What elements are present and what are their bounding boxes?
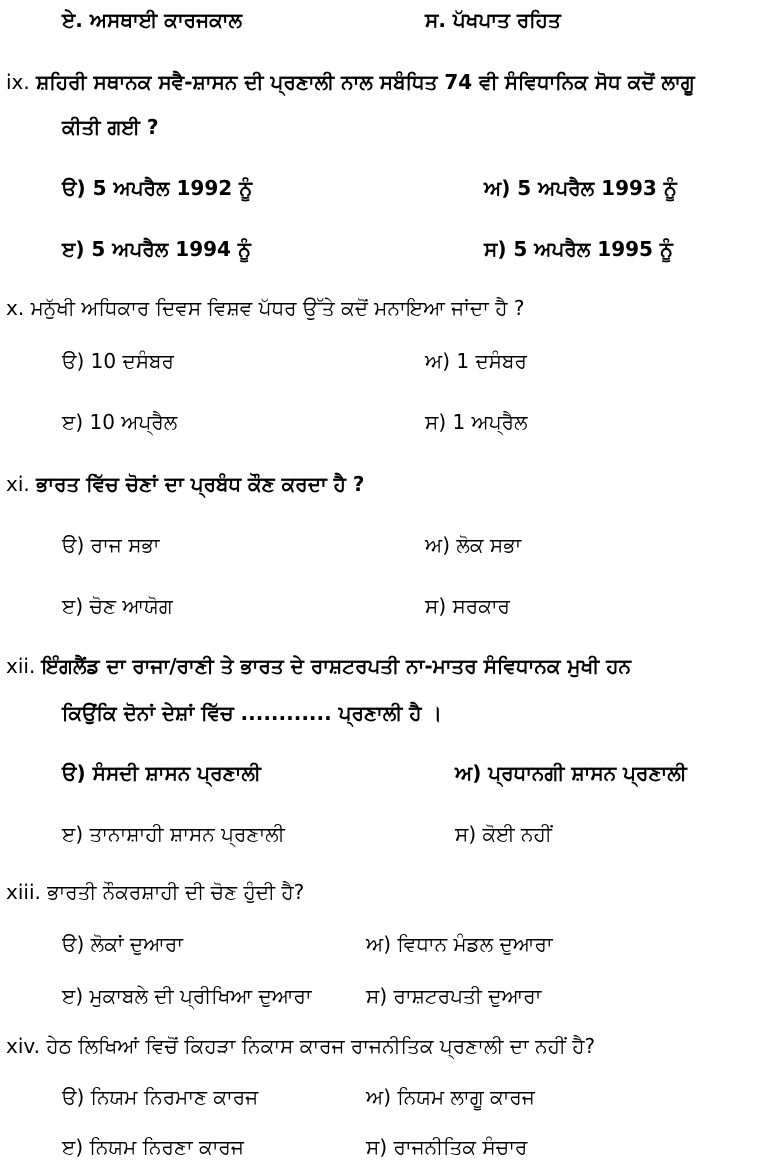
option-d: ਸ) 5 ਅਪਰੈਲ 1995 ਨੂੰ: [484, 237, 673, 261]
option-d: ਸ) ਰਾਸ਼ਟਰਪਤੀ ਦੁਆਰਾ: [366, 984, 542, 1008]
question-number: xii.: [6, 654, 36, 678]
option-c: ਏ. ਅਸਥਾਈ ਕਾਰਜਕਾਲ: [62, 8, 243, 32]
question-text: ਸ਼ਹਿਰੀ ਸਥਾਨਕ ਸਵੈ-ਸ਼ਾਸਨ ਦੀ ਪ੍ਰਣਾਲੀ ਨਾਲ ਸਬੰਧਿਤ 74 ਵੀ ਸੰਵਿਧਾਨਿਕ ਸੋਧ ਕਦੋਂ ਲਾਗੂ: [36, 70, 695, 94]
option-b: ਅ) ਪ੍ਰਧਾਨਗੀ ਸ਼ਾਸਨ ਪ੍ਰਣਾਲੀ: [455, 761, 687, 785]
option-c: ੲ) ਨਿਯਮ ਨਿਰਣਾ ਕਾਰਜ: [62, 1135, 244, 1159]
question-number: xiii.: [6, 880, 41, 904]
question-number: xiv.: [6, 1034, 41, 1058]
option-a: ੳ) 5 ਅਪਰੈਲ 1992 ਨੂੰ: [62, 176, 253, 200]
option-c: ੲ) ਮੁਕਾਬਲੇ ਦੀ ਪ੍ਰੀਖਿਆ ਦੁਆਰਾ: [62, 984, 312, 1008]
option-c: ੲ) 5 ਅਪਰੈਲ 1994 ਨੂੰ: [62, 237, 251, 261]
question-number: ix.: [6, 70, 30, 94]
option-c: ੲ) ਚੋਣ ਆਯੋਗ: [62, 594, 173, 618]
option-b: ਅ) ਵਿਧਾਨ ਮੰਡਲ ਦੁਆਰਾ: [366, 932, 553, 956]
question-xi: [6, 471, 364, 497]
question-text: ਇੰਗਲੈਂਡ ਦਾ ਰਾਜਾ/ਰਾਣੀ ਤੇ ਭਾਰਤ ਦੇ ਰਾਸ਼ਟਰਪਤੀ ਨਾ-ਮਾਤਰ ਸੰਵਿਧਾਨਕ ਮੁਖੀ ਹਨ: [41, 654, 632, 678]
option-a: ੳ) ਲੋਕਾਂ ਦੁਆਰਾ: [62, 932, 183, 956]
option-b: ਅ) 1 ਦਸੰਬਰ: [425, 349, 527, 373]
question-text: ਭਾਰਤ ਵਿੱਚ ਚੋਣਾਂ ਦਾ ਪ੍ਰਬੰਧ ਕੌਣ ਕਰਦਾ ਹੈ ?: [36, 472, 365, 496]
question-number: xi.: [6, 472, 30, 496]
option-b: ਅ) ਨਿਯਮ ਲਾਗੂ ਕਾਰਜ: [366, 1085, 535, 1109]
question-xii: [6, 653, 631, 679]
question-text-cont: ਕੀਤੀ ਗਈ ?: [62, 115, 159, 139]
option-a: ੳ) ਸੰਸਦੀ ਸ਼ਾਸਨ ਪ੍ਰਣਾਲੀ: [62, 761, 261, 785]
option-b: ਅ) 5 ਅਪਰੈਲ 1993 ਨੂੰ: [484, 176, 677, 200]
question-x: [6, 295, 524, 321]
option-c: ੲ) 10 ਅਪ੍ਰੈਲ: [62, 410, 178, 434]
question-text-cont: ਕਿਉਂਕਿ ਦੋਨਾਂ ਦੇਸ਼ਾਂ ਵਿੱਚ ............ ਪ੍ਰਣਾਲੀ ਹੈ ।: [62, 701, 442, 725]
option-a: ੳ) 10 ਦਸੰਬਰ: [62, 349, 174, 373]
question-text: ਮਨੁੱਖੀ ਅਧਿਕਾਰ ਦਿਵਸ ਵਿਸ਼ਵ ਪੱਧਰ ਉੱਤੇ ਕਦੋਂ ਮਨਾਇਆ ਜਾਂਦਾ ਹੈ ?: [30, 296, 525, 320]
question-text: ਭਾਰਤੀ ਨੌਕਰਸ਼ਾਹੀ ਦੀ ਚੋਣ ਹੁੰਦੀ ਹੈ?: [47, 880, 305, 904]
option-a: ੳ) ਰਾਜ ਸਭਾ: [62, 533, 160, 557]
option-d: ਸ) ਕੋਈ ਨਹੀਂ: [455, 822, 552, 846]
option-c: ੲ) ਤਾਨਾਸ਼ਾਹੀ ਸ਼ਾਸਨ ਪ੍ਰਣਾਲੀ: [62, 822, 285, 846]
option-a: ੳ) ਨਿਯਮ ਨਿਰਮਾਣ ਕਾਰਜ: [62, 1085, 259, 1109]
option-d: ਸ) 1 ਅਪ੍ਰੈਲ: [425, 410, 528, 434]
option-d: ਸ) ਰਾਜਨੀਤਿਕ ਸੰਚਾਰ: [366, 1135, 528, 1159]
option-d: ਸ) ਸਰਕਾਰ: [425, 594, 510, 618]
option-b: ਅ) ਲੋਕ ਸਭਾ: [425, 533, 522, 557]
question-xiv: [6, 1033, 595, 1059]
question-ix: [6, 69, 695, 95]
question-number: x.: [6, 296, 25, 320]
option-d: ਸ. ਪੱਖਪਾਤ ਰਹਿਤ: [425, 8, 561, 32]
question-text: ਹੇਠ ਲਿਖਿਆਂ ਵਿਚੋਂ ਕਿਹੜਾ ਨਿਕਾਸ ਕਾਰਜ ਰਾਜਨੀਤਿਕ ਪ੍ਰਣਾਲੀ ਦਾ ਨਹੀਂ ਹੈ?: [46, 1034, 596, 1058]
question-xiii: [6, 879, 304, 905]
